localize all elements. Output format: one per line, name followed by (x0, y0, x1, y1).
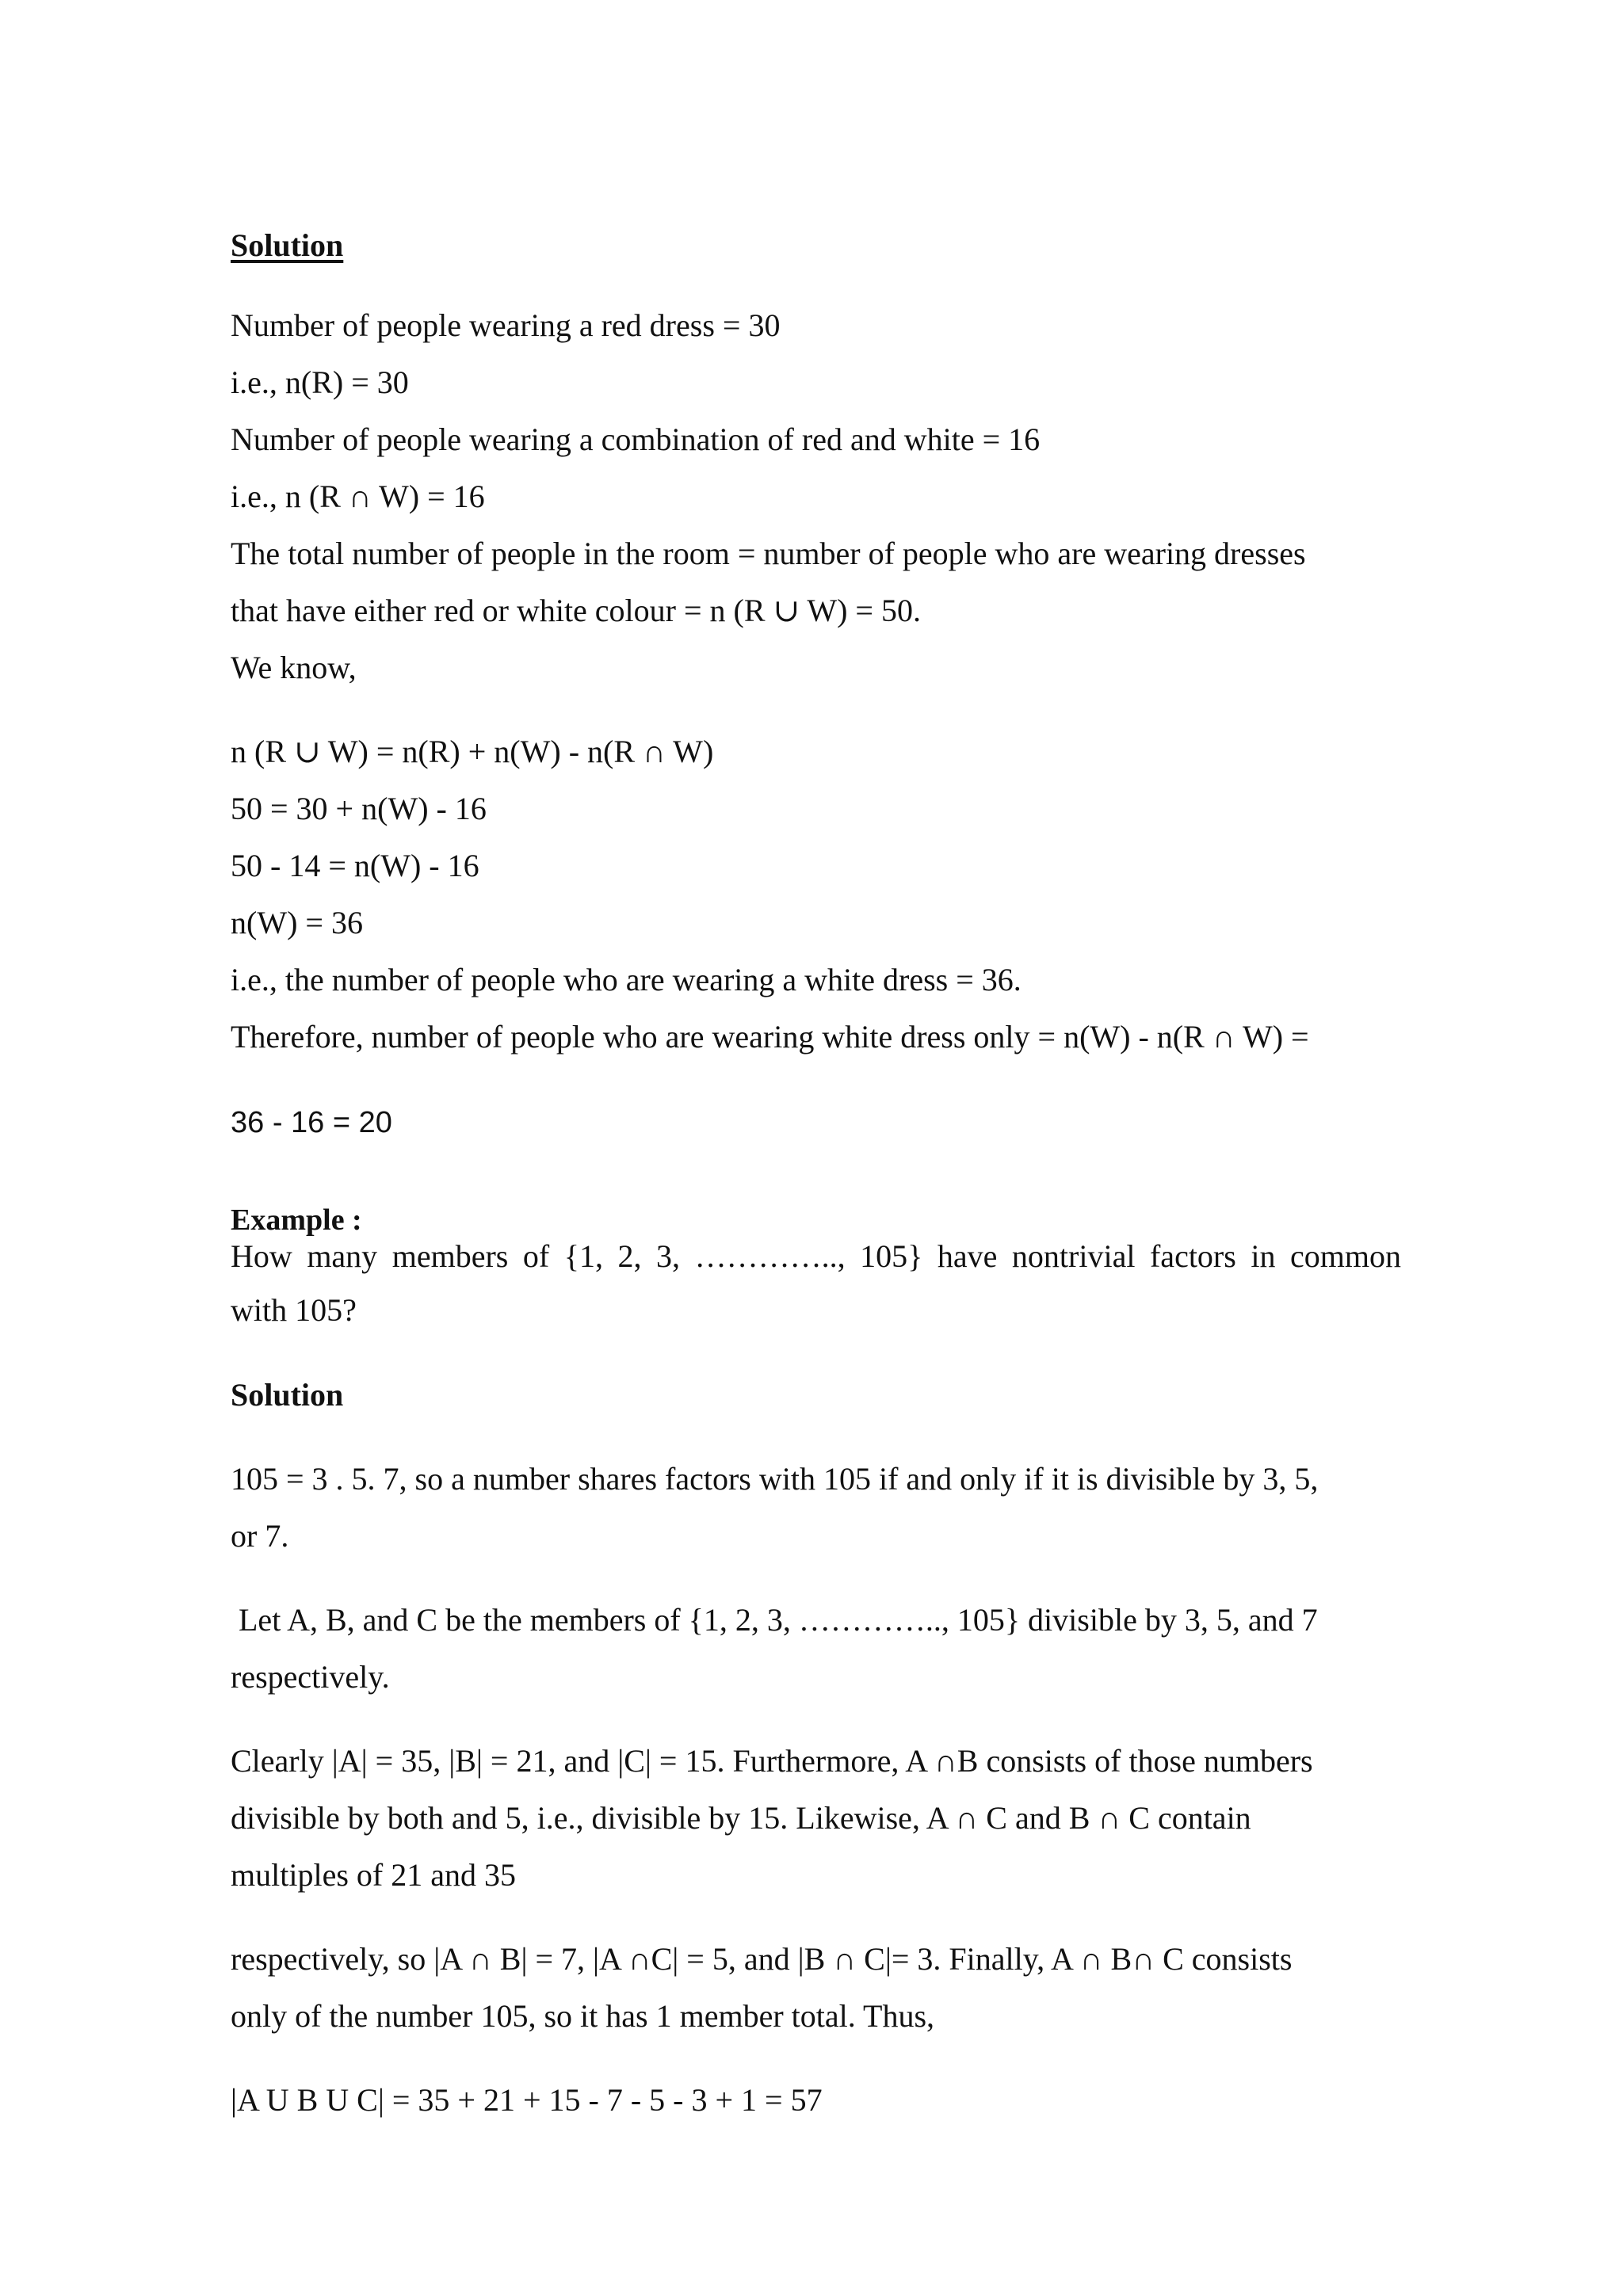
text-line: We know, (231, 650, 357, 685)
text-line: Number of people wearing a combination of red and white = 16 (231, 421, 1041, 457)
final-equation: |A U B U C| = 35 + 21 + 15 - 7 - 5 - 3 + 1 = 57 (231, 2082, 823, 2118)
example-label: Example : (231, 1203, 362, 1237)
text-line: respectively. (231, 1659, 390, 1695)
text-line: Therefore, number of people who are wearing white dress only = n(W) - n(R ∩ W) = (231, 1019, 1309, 1055)
equation-line: 50 - 14 = n(W) - 16 (231, 848, 479, 883)
text-line: divisible by both and 5, i.e., divisible by 15. Likewise, A ∩ C and B ∩ C contain (231, 1800, 1251, 1836)
example-question: with 105? (231, 1292, 357, 1328)
text-line: i.e., the number of people who are wearing a white dress = 36. (231, 962, 1022, 997)
text-line: or 7. (231, 1518, 289, 1554)
solution-heading: Solution (231, 227, 344, 263)
text-line: i.e., n (R ∩ W) = 16 (231, 479, 485, 514)
equation-line: 50 = 30 + n(W) - 16 (231, 791, 487, 826)
text-line: 105 = 3 . 5. 7, so a number shares factors with 105 if and only if it is divisible by 3, 5, (231, 1461, 1319, 1497)
text-line: i.e., n(R) = 30 (231, 364, 409, 400)
solution-heading: Solution (231, 1377, 344, 1413)
text-line: The total number of people in the room = number of people who are wearing dresses (231, 536, 1306, 571)
text-line: only of the number 105, so it has 1 member total. Thus, (231, 1998, 935, 2034)
text-line: Clearly |A| = 35, |B| = 21, and |C| = 15. Furthermore, A ∩B consists of those numbers (231, 1743, 1313, 1779)
text-line: Number of people wearing a red dress = 30 (231, 307, 781, 343)
text-line: that have either red or white colour = n (R ∪ W) = 50. (231, 593, 921, 628)
equation-line: n(W) = 36 (231, 905, 363, 940)
text-line: Let A, B, and C be the members of {1, 2, 3, ………….., 105} divisible by 3, 5, and 7 (231, 1602, 1318, 1638)
text-line: respectively, so |A ∩ B| = 7, |A ∩C| = 5, and |B ∩ C|= 3. Finally, A ∩ B∩ C consists (231, 1941, 1293, 1977)
equation-line: n (R ∪ W) = n(R) + n(W) - n(R ∩ W) (231, 734, 714, 769)
result-line: 36 - 16 = 20 (231, 1106, 392, 1139)
example-question: How many members of {1, 2, 3, ………….., 105} have nontrivial factors in common (231, 1238, 1401, 1274)
text-line: multiples of 21 and 35 (231, 1857, 516, 1893)
